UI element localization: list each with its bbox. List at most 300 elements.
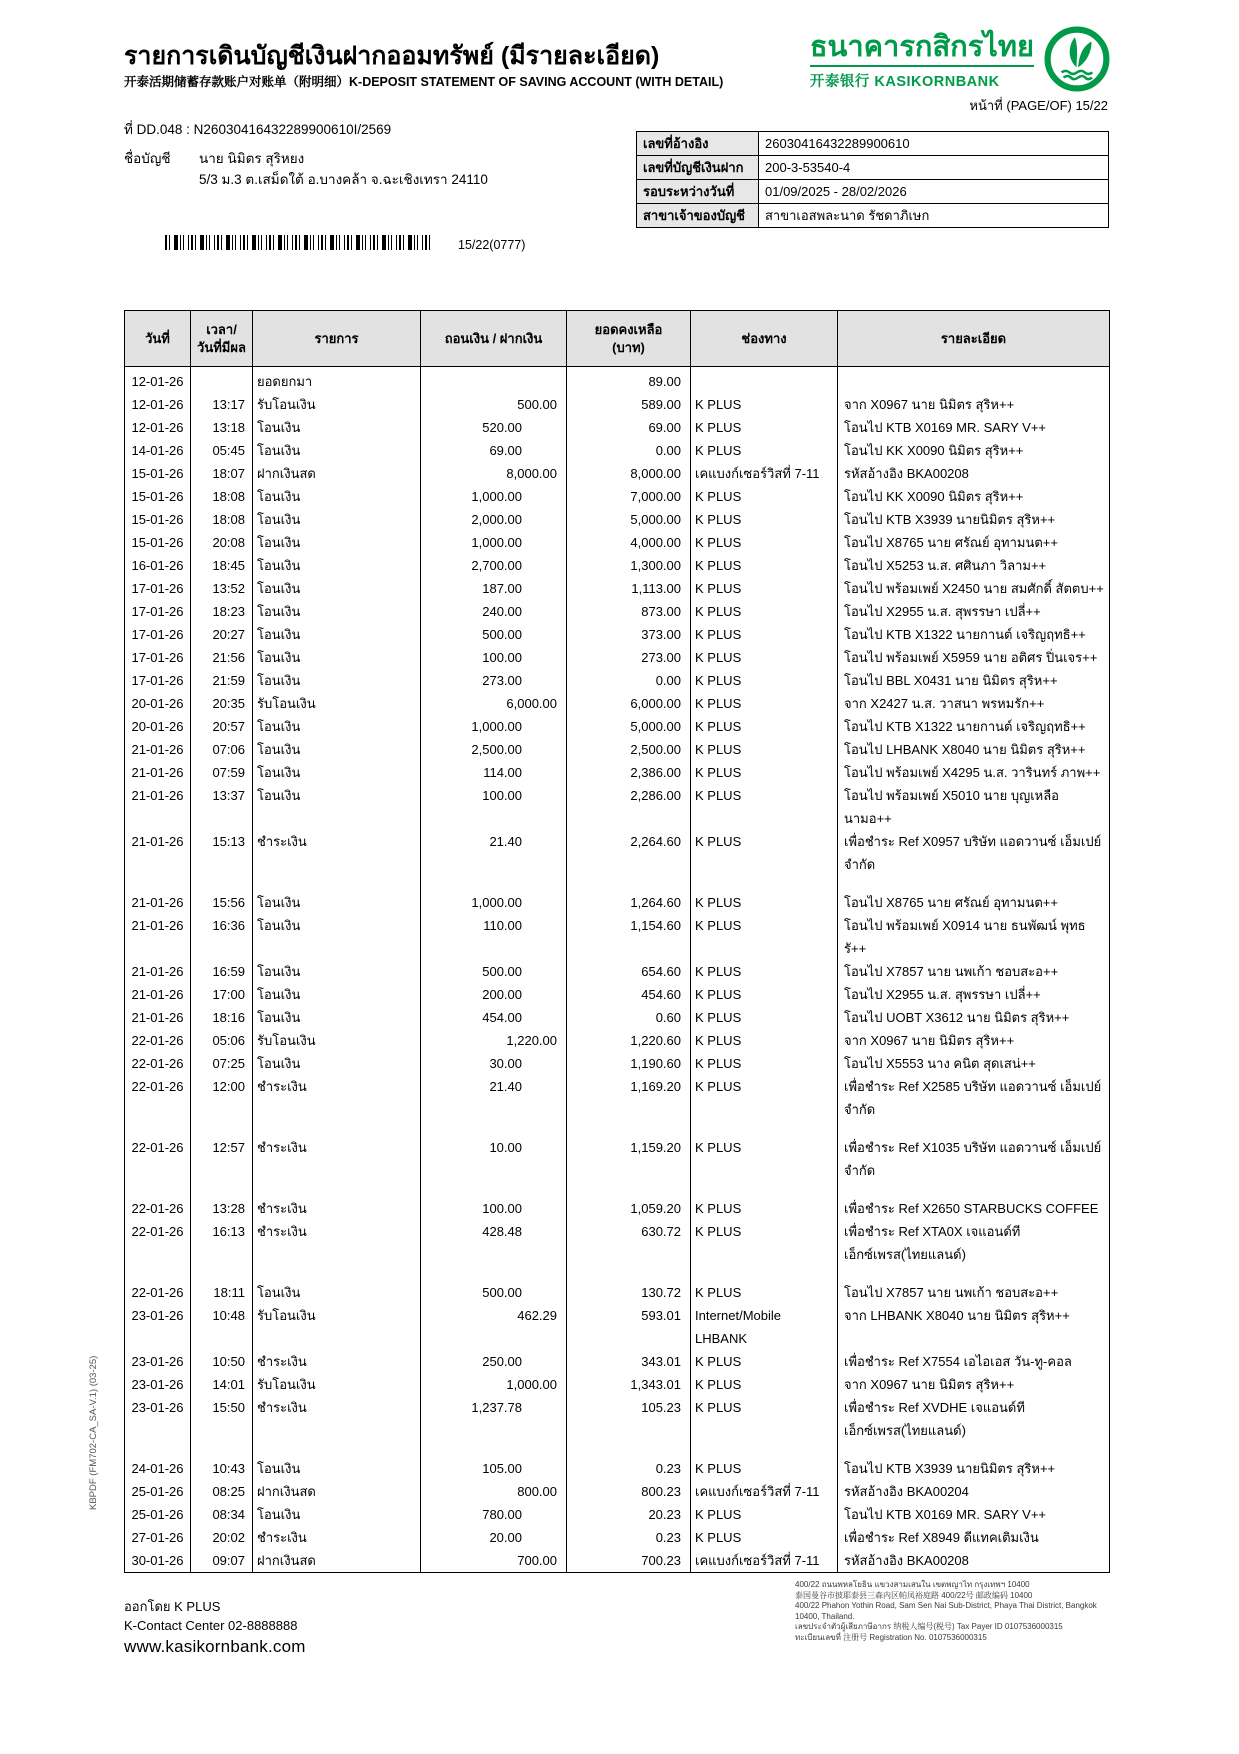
cell-description: โอนเงิน [253, 554, 421, 577]
cell-amount: 105.00 [421, 1457, 567, 1480]
cell-date: 21-01-26 [125, 738, 191, 761]
cell-amount: 1,000.00 [421, 1373, 567, 1396]
cell-amount: 6,000.00 [421, 692, 567, 715]
cell-detail: โอนไป KTB X3939 นายนิมิตร สุริห++ [838, 508, 1110, 531]
cell-time: 16:36 [191, 914, 253, 960]
cell-amount: 1,000.00 [421, 485, 567, 508]
cell-date: 15-01-26 [125, 531, 191, 554]
table-row [125, 914, 1110, 960]
cell-balance: 1,220.60 [567, 1029, 691, 1052]
table-row [125, 439, 1110, 462]
table-row [125, 577, 1110, 600]
cell-description: ฝากเงินสด [253, 1480, 421, 1503]
cell-balance: 4,000.00 [567, 531, 691, 554]
cell-date: 22-01-26 [125, 1029, 191, 1052]
cell-channel: K PLUS [691, 1075, 838, 1136]
cell-channel: เคแบงก์เซอร์วิสที่ 7-11 [691, 462, 838, 485]
cell-time: 12:57 [191, 1136, 253, 1197]
cell-description: ชำระเงิน [253, 1396, 421, 1457]
cell-balance: 7,000.00 [567, 485, 691, 508]
cell-date: 21-01-26 [125, 1006, 191, 1029]
cell-detail: เพื่อชำระ Ref X2585 บริษัท แอดวานซ์ เอ็มเปย์ จำกัด [838, 1075, 1110, 1136]
cell-detail: โอนไป KTB X1322 นายกานต์ เจริญฤทธิ++ [838, 623, 1110, 646]
table-row [125, 462, 1110, 485]
bank-name-intl: 开泰银行 KASIKORNBANK [809, 74, 1000, 91]
table-row [125, 1052, 1110, 1075]
cell-detail: โอนไป พร้อมเพย์ X5010 นาย บุญเหลือ นามอ++ [838, 784, 1110, 830]
cell-description: โอนเงิน [253, 1006, 421, 1029]
cell-time: 09:07 [191, 1549, 253, 1573]
table-row [125, 508, 1110, 531]
cell-balance: 5,000.00 [567, 715, 691, 738]
cell-detail: เพื่อชำระ Ref X0957 บริษัท แอดวานซ์ เอ็มเปย์ จำกัด [838, 830, 1110, 891]
cell-detail: รหัสอ้างอิง BKA00204 [838, 1480, 1110, 1503]
cell-description: โอนเงิน [253, 485, 421, 508]
cell-amount [421, 367, 567, 394]
cell-date: 20-01-26 [125, 715, 191, 738]
cell-balance: 273.00 [567, 646, 691, 669]
cell-channel: K PLUS [691, 669, 838, 692]
cell-description: โอนเงิน [253, 715, 421, 738]
cell-detail: โอนไป X7857 นาย นพเก้า ชอบสะอ++ [838, 960, 1110, 983]
cell-description: โอนเงิน [253, 531, 421, 554]
document-number: ที่ DD.048 : N26030416432289900610I/2569 [124, 122, 392, 137]
cell-amount: 1,237.78 [421, 1396, 567, 1457]
info-row [637, 204, 1109, 228]
cell-description: โอนเงิน [253, 600, 421, 623]
cell-detail: โอนไป KTB X1322 นายกานต์ เจริญฤทธิ++ [838, 715, 1110, 738]
cell-channel: K PLUS [691, 1281, 838, 1304]
cell-amount: 1,000.00 [421, 715, 567, 738]
cell-channel: เคแบงก์เซอร์วิสที่ 7-11 [691, 1480, 838, 1503]
cell-balance: 69.00 [567, 416, 691, 439]
cell-balance: 1,059.20 [567, 1197, 691, 1220]
table-row [125, 983, 1110, 1006]
cell-time: 13:37 [191, 784, 253, 830]
cell-channel: K PLUS [691, 1350, 838, 1373]
info-value: 200-3-53540-4 [759, 156, 1109, 180]
cell-amount: 500.00 [421, 960, 567, 983]
cell-description: ยอดยกมา [253, 367, 421, 394]
table-row [125, 830, 1110, 891]
cell-description: โอนเงิน [253, 784, 421, 830]
cell-channel: K PLUS [691, 1457, 838, 1480]
cell-channel: K PLUS [691, 393, 838, 416]
cell-time: 15:50 [191, 1396, 253, 1457]
cell-time: 20:02 [191, 1526, 253, 1549]
cell-time: 13:17 [191, 393, 253, 416]
info-row [637, 180, 1109, 204]
bank-website: www.kasikornbank.com [124, 1637, 306, 1656]
cell-date: 22-01-26 [125, 1136, 191, 1197]
cell-detail: เพื่อชำระ Ref X8949 ดีแทคเติมเงิน [838, 1526, 1110, 1549]
cell-balance: 2,286.00 [567, 784, 691, 830]
cell-channel: K PLUS [691, 830, 838, 891]
cell-time: 20:57 [191, 715, 253, 738]
fine-print-line: 400/22 Phahon Yothin Road, Sam Sen Nai Sub-District, Phaya Thai District, Bangkok 10400, Thailand. [795, 1601, 1097, 1621]
cell-detail: โอนไป X2955 น.ส. สุพรรษา เปลี่++ [838, 600, 1110, 623]
cell-date: 22-01-26 [125, 1197, 191, 1220]
cell-description: ฝากเงินสด [253, 1549, 421, 1573]
cell-amount: 1,000.00 [421, 531, 567, 554]
table-row [125, 1281, 1110, 1304]
cell-date: 15-01-26 [125, 508, 191, 531]
cell-balance: 593.01 [567, 1304, 691, 1350]
cell-date: 21-01-26 [125, 784, 191, 830]
info-label: เลขที่อ้างอิง [637, 132, 759, 156]
cell-channel: K PLUS [691, 1052, 838, 1075]
cell-time: 07:59 [191, 761, 253, 784]
info-row [637, 156, 1109, 180]
table-row [125, 1480, 1110, 1503]
cell-channel: Internet/Mobile LHBANK [691, 1304, 838, 1350]
cell-date: 22-01-26 [125, 1281, 191, 1304]
cell-detail: รหัสอ้างอิง BKA00208 [838, 1549, 1110, 1573]
table-row [125, 891, 1110, 914]
cell-channel: K PLUS [691, 914, 838, 960]
cell-detail: จาก X0967 นาย นิมิตร สุริห++ [838, 1029, 1110, 1052]
cell-detail: โอนไป KTB X3939 นายนิมิตร สุริห++ [838, 1457, 1110, 1480]
cell-amount: 462.29 [421, 1304, 567, 1350]
col-detail: รายละเอียด [838, 311, 1110, 367]
cell-detail: จาก X0967 นาย นิมิตร สุริห++ [838, 1373, 1110, 1396]
cell-balance: 873.00 [567, 600, 691, 623]
cell-description: ชำระเงิน [253, 1197, 421, 1220]
cell-description: โอนเงิน [253, 738, 421, 761]
cell-amount: 100.00 [421, 646, 567, 669]
table-row [125, 416, 1110, 439]
cell-detail: โอนไป LHBANK X8040 นาย นิมิตร สุริห++ [838, 738, 1110, 761]
cell-detail: เพื่อชำระ Ref X7554 เอไอเอส วัน-ทู-คอล [838, 1350, 1110, 1373]
cell-balance: 1,169.20 [567, 1075, 691, 1136]
cell-time: 15:56 [191, 891, 253, 914]
cell-channel: K PLUS [691, 554, 838, 577]
table-row [125, 600, 1110, 623]
cell-date: 14-01-26 [125, 439, 191, 462]
cell-description: รับโอนเงิน [253, 1304, 421, 1350]
account-block [124, 148, 488, 190]
cell-time: 12:00 [191, 1075, 253, 1136]
cell-detail: โอนไป พร้อมเพย์ X2450 นาย สมศักดิ์ สัตตบ++ [838, 577, 1110, 600]
footer-left [124, 1597, 306, 1656]
cell-channel: K PLUS [691, 761, 838, 784]
cell-time: 13:52 [191, 577, 253, 600]
cell-amount: 187.00 [421, 577, 567, 600]
cell-description: โอนเงิน [253, 1457, 421, 1480]
cell-channel: K PLUS [691, 416, 838, 439]
cell-amount: 2,700.00 [421, 554, 567, 577]
table-row [125, 531, 1110, 554]
cell-time: 14:01 [191, 1373, 253, 1396]
cell-date: 23-01-26 [125, 1396, 191, 1457]
cell-time: 18:16 [191, 1006, 253, 1029]
cell-time: 20:35 [191, 692, 253, 715]
table-row [125, 554, 1110, 577]
cell-description: โอนเงิน [253, 1281, 421, 1304]
cell-amount: 200.00 [421, 983, 567, 1006]
cell-detail: โอนไป X2955 น.ส. สุพรรษา เปลี่++ [838, 983, 1110, 1006]
cell-channel: K PLUS [691, 1373, 838, 1396]
table-row [125, 485, 1110, 508]
cell-date: 27-01-26 [125, 1526, 191, 1549]
cell-amount: 2,000.00 [421, 508, 567, 531]
cell-channel: K PLUS [691, 692, 838, 715]
cell-date: 21-01-26 [125, 914, 191, 960]
bank-name-thai: ธนาคารกสิกรไทย [810, 32, 1034, 67]
cell-description: ฝากเงินสด [253, 462, 421, 485]
info-value: 26030416432289900610 [759, 132, 1109, 156]
cell-detail: โอนไป KK X0090 นิมิตร สุริห++ [838, 439, 1110, 462]
fine-print-line: 泰国曼谷市披耶泰县三森内区帕凤裕庭路 400/22号 邮政编码 10400 [795, 1590, 1033, 1600]
info-label: เลขที่บัญชีเงินฝาก [637, 156, 759, 180]
cell-date: 12-01-26 [125, 393, 191, 416]
cell-balance: 89.00 [567, 367, 691, 394]
cell-time: 07:25 [191, 1052, 253, 1075]
cell-time: 18:07 [191, 462, 253, 485]
col-channel: ช่องทาง [691, 311, 838, 367]
info-label: รอบระหว่างวันที่ [637, 180, 759, 204]
cell-date: 17-01-26 [125, 623, 191, 646]
cell-detail: โอนไป พร้อมเพย์ X5959 นาย อติศร ปิ่นเจร++ [838, 646, 1110, 669]
cell-time: 10:50 [191, 1350, 253, 1373]
cell-detail: เพื่อชำระ Ref XTA0X เจแอนด์ที เอ็กซ์เพรส(ไทยแลนด์) [838, 1220, 1110, 1281]
cell-balance: 343.01 [567, 1350, 691, 1373]
cell-channel: K PLUS [691, 715, 838, 738]
col-withdraw-deposit: ถอนเงิน / ฝากเงิน [421, 311, 567, 367]
cell-description: โอนเงิน [253, 761, 421, 784]
cell-detail: จาก LHBANK X8040 นาย นิมิตร สุริห++ [838, 1304, 1110, 1350]
cell-time: 15:13 [191, 830, 253, 891]
account-info-table [636, 131, 1109, 228]
cell-amount: 21.40 [421, 830, 567, 891]
cell-detail: โอนไป BBL X0431 นาย นิมิตร สุริห++ [838, 669, 1110, 692]
cell-time: 21:56 [191, 646, 253, 669]
table-row [125, 367, 1110, 394]
cell-balance: 700.23 [567, 1549, 691, 1573]
page-title: รายการเดินบัญชีเงินฝากออมทรัพย์ (มีรายละเอียด) [124, 42, 660, 70]
cell-detail: โอนไป พร้อมเพย์ X0914 นาย ธนพัฒน์ พุทธรั++ [838, 914, 1110, 960]
cell-date: 17-01-26 [125, 600, 191, 623]
account-address: 5/3 ม.3 ต.เสม็ดใต้ อ.บางคล้า จ.ฉะเชิงเทรา 24110 [199, 172, 488, 187]
cell-balance: 1,300.00 [567, 554, 691, 577]
cell-balance: 800.23 [567, 1480, 691, 1503]
cell-detail: โอนไป X5253 น.ส. ศศินภา วิลาม++ [838, 554, 1110, 577]
cell-balance: 2,500.00 [567, 738, 691, 761]
cell-detail: โอนไป UOBT X3612 นาย นิมิตร สุริห++ [838, 1006, 1110, 1029]
cell-amount: 780.00 [421, 1503, 567, 1526]
cell-channel: K PLUS [691, 1029, 838, 1052]
table-row [125, 692, 1110, 715]
table-row [125, 393, 1110, 416]
cell-balance: 0.00 [567, 669, 691, 692]
cell-channel: K PLUS [691, 1396, 838, 1457]
cell-detail: โอนไป X8765 นาย ศรัณย์ อุทามนต++ [838, 531, 1110, 554]
cell-amount: 30.00 [421, 1052, 567, 1075]
account-name: นาย นิมิตร สุริหยง [199, 151, 305, 166]
cell-date: 20-01-26 [125, 692, 191, 715]
cell-amount: 10.00 [421, 1136, 567, 1197]
cell-time: 05:45 [191, 439, 253, 462]
cell-detail: เพื่อชำระ Ref XVDHE เจแอนด์ที เอ็กซ์เพรส(ไทยแลนด์) [838, 1396, 1110, 1457]
cell-amount: 100.00 [421, 784, 567, 830]
cell-description: ชำระเงิน [253, 1075, 421, 1136]
info-value: 01/09/2025 - 28/02/2026 [759, 180, 1109, 204]
cell-channel: K PLUS [691, 439, 838, 462]
cell-channel: เคแบงก์เซอร์วิสที่ 7-11 [691, 1549, 838, 1573]
cell-date: 23-01-26 [125, 1373, 191, 1396]
cell-time: 21:59 [191, 669, 253, 692]
cell-balance: 1,113.00 [567, 577, 691, 600]
cell-date: 21-01-26 [125, 983, 191, 1006]
table-row [125, 1197, 1110, 1220]
cell-balance: 0.60 [567, 1006, 691, 1029]
statement-body [125, 367, 1110, 1573]
cell-time: 18:23 [191, 600, 253, 623]
cell-description: รับโอนเงิน [253, 692, 421, 715]
cell-description: รับโอนเงิน [253, 1029, 421, 1052]
cell-channel: K PLUS [691, 1197, 838, 1220]
cell-date: 12-01-26 [125, 367, 191, 394]
cell-description: ชำระเงิน [253, 1526, 421, 1549]
table-row [125, 669, 1110, 692]
table-row [125, 960, 1110, 983]
table-row [125, 1526, 1110, 1549]
fine-print-line: ทะเบียนเลขที่ 注册号 Registration No. 0107536000315 [795, 1632, 987, 1642]
cell-channel: K PLUS [691, 1006, 838, 1029]
col-date: วันที่ [125, 311, 191, 367]
cell-amount: 500.00 [421, 1281, 567, 1304]
cell-balance: 0.23 [567, 1526, 691, 1549]
bank-names [810, 32, 1034, 91]
cell-date: 15-01-26 [125, 485, 191, 508]
cell-balance: 20.23 [567, 1503, 691, 1526]
cell-amount: 8,000.00 [421, 462, 567, 485]
cell-time: 08:25 [191, 1480, 253, 1503]
cell-time: 18:08 [191, 485, 253, 508]
table-row [125, 646, 1110, 669]
cell-detail: โอนไป KK X0090 นิมิตร สุริห++ [838, 485, 1110, 508]
cell-amount: 114.00 [421, 761, 567, 784]
cell-date: 23-01-26 [125, 1304, 191, 1350]
cell-channel: K PLUS [691, 508, 838, 531]
col-description: รายการ [253, 311, 421, 367]
cell-amount: 21.40 [421, 1075, 567, 1136]
table-row [125, 1075, 1110, 1136]
cell-description: โอนเงิน [253, 1052, 421, 1075]
cell-channel: K PLUS [691, 1220, 838, 1281]
cell-channel: K PLUS [691, 738, 838, 761]
barcode [165, 235, 433, 250]
cell-channel: K PLUS [691, 1503, 838, 1526]
cell-description: โอนเงิน [253, 577, 421, 600]
cell-amount: 454.00 [421, 1006, 567, 1029]
cell-amount: 100.00 [421, 1197, 567, 1220]
cell-balance: 589.00 [567, 393, 691, 416]
cell-description: โอนเงิน [253, 439, 421, 462]
table-row [125, 1006, 1110, 1029]
cell-balance: 630.72 [567, 1220, 691, 1281]
table-row [125, 1457, 1110, 1480]
cell-balance: 1,190.60 [567, 1052, 691, 1075]
fine-print-line: 400/22 ถนนพหลโยธิน แขวงสามเสนใน เขตพญาไท กรุงเทพฯ 10400 [795, 1580, 1030, 1589]
table-row [125, 1304, 1110, 1350]
form-code: KBPDF (FM702-CA_SA-V.1) (03-25) [88, 1355, 99, 1510]
cell-description: รับโอนเงิน [253, 393, 421, 416]
cell-time: 16:13 [191, 1220, 253, 1281]
table-row [125, 1396, 1110, 1457]
cell-channel: K PLUS [691, 891, 838, 914]
statement-table [124, 310, 1110, 1573]
cell-description: โอนเงิน [253, 623, 421, 646]
cell-time: 05:06 [191, 1029, 253, 1052]
cell-balance: 454.60 [567, 983, 691, 1006]
cell-detail: โอนไป พร้อมเพย์ X4295 น.ส. วารินทร์ ภาพ++ [838, 761, 1110, 784]
info-label: สาขาเจ้าของบัญชี [637, 204, 759, 228]
table-row [125, 623, 1110, 646]
table-row [125, 761, 1110, 784]
cell-date: 21-01-26 [125, 891, 191, 914]
cell-date: 12-01-26 [125, 416, 191, 439]
issued-by: ออกโดย K PLUS [124, 1599, 221, 1614]
fine-print-line: เลขประจำตัวผู้เสียภาษีอากร 纳税人编号(税号) Tax Payer ID 0107536000315 [795, 1622, 1063, 1631]
cell-amount: 110.00 [421, 914, 567, 960]
cell-date: 16-01-26 [125, 554, 191, 577]
cell-balance: 0.23 [567, 1457, 691, 1480]
cell-amount: 240.00 [421, 600, 567, 623]
cell-balance: 0.00 [567, 439, 691, 462]
cell-time: 13:18 [191, 416, 253, 439]
cell-amount: 500.00 [421, 623, 567, 646]
info-value: สาขาเอสพละนาด รัชดาภิเษก [759, 204, 1109, 228]
table-row [125, 715, 1110, 738]
cell-balance: 105.23 [567, 1396, 691, 1457]
cell-amount: 69.00 [421, 439, 567, 462]
cell-description: โอนเงิน [253, 960, 421, 983]
cell-channel: K PLUS [691, 531, 838, 554]
cell-channel: K PLUS [691, 600, 838, 623]
col-time: เวลา/ วันที่มีผล [191, 311, 253, 367]
cell-time: 08:34 [191, 1503, 253, 1526]
cell-description: โอนเงิน [253, 646, 421, 669]
cell-channel: K PLUS [691, 577, 838, 600]
statement-header-row [125, 311, 1110, 367]
barcode-caption: 15/22(0777) [458, 238, 526, 252]
cell-date: 21-01-26 [125, 830, 191, 891]
cell-time: 18:08 [191, 508, 253, 531]
cell-date: 24-01-26 [125, 1457, 191, 1480]
bank-header [770, 26, 1110, 97]
cell-amount: 428.48 [421, 1220, 567, 1281]
cell-time [191, 367, 253, 394]
bank-address-fine-print [795, 1580, 1115, 1643]
cell-description: ชำระเงิน [253, 1136, 421, 1197]
cell-description: โอนเงิน [253, 983, 421, 1006]
cell-description: โอนเงิน [253, 914, 421, 960]
contact-center: K-Contact Center 02-8888888 [124, 1618, 298, 1633]
cell-balance: 2,386.00 [567, 761, 691, 784]
cell-date: 22-01-26 [125, 1220, 191, 1281]
cell-channel: K PLUS [691, 1526, 838, 1549]
cell-amount: 20.00 [421, 1526, 567, 1549]
cell-balance: 654.60 [567, 960, 691, 983]
table-row [125, 1373, 1110, 1396]
cell-date: 22-01-26 [125, 1075, 191, 1136]
cell-amount: 2,500.00 [421, 738, 567, 761]
page-number: หน้าที่ (PAGE/OF) 15/22 [969, 98, 1108, 113]
cell-detail: โอนไป KTB X0169 MR. SARY V++ [838, 416, 1110, 439]
cell-date: 22-01-26 [125, 1052, 191, 1075]
cell-balance: 1,264.60 [567, 891, 691, 914]
